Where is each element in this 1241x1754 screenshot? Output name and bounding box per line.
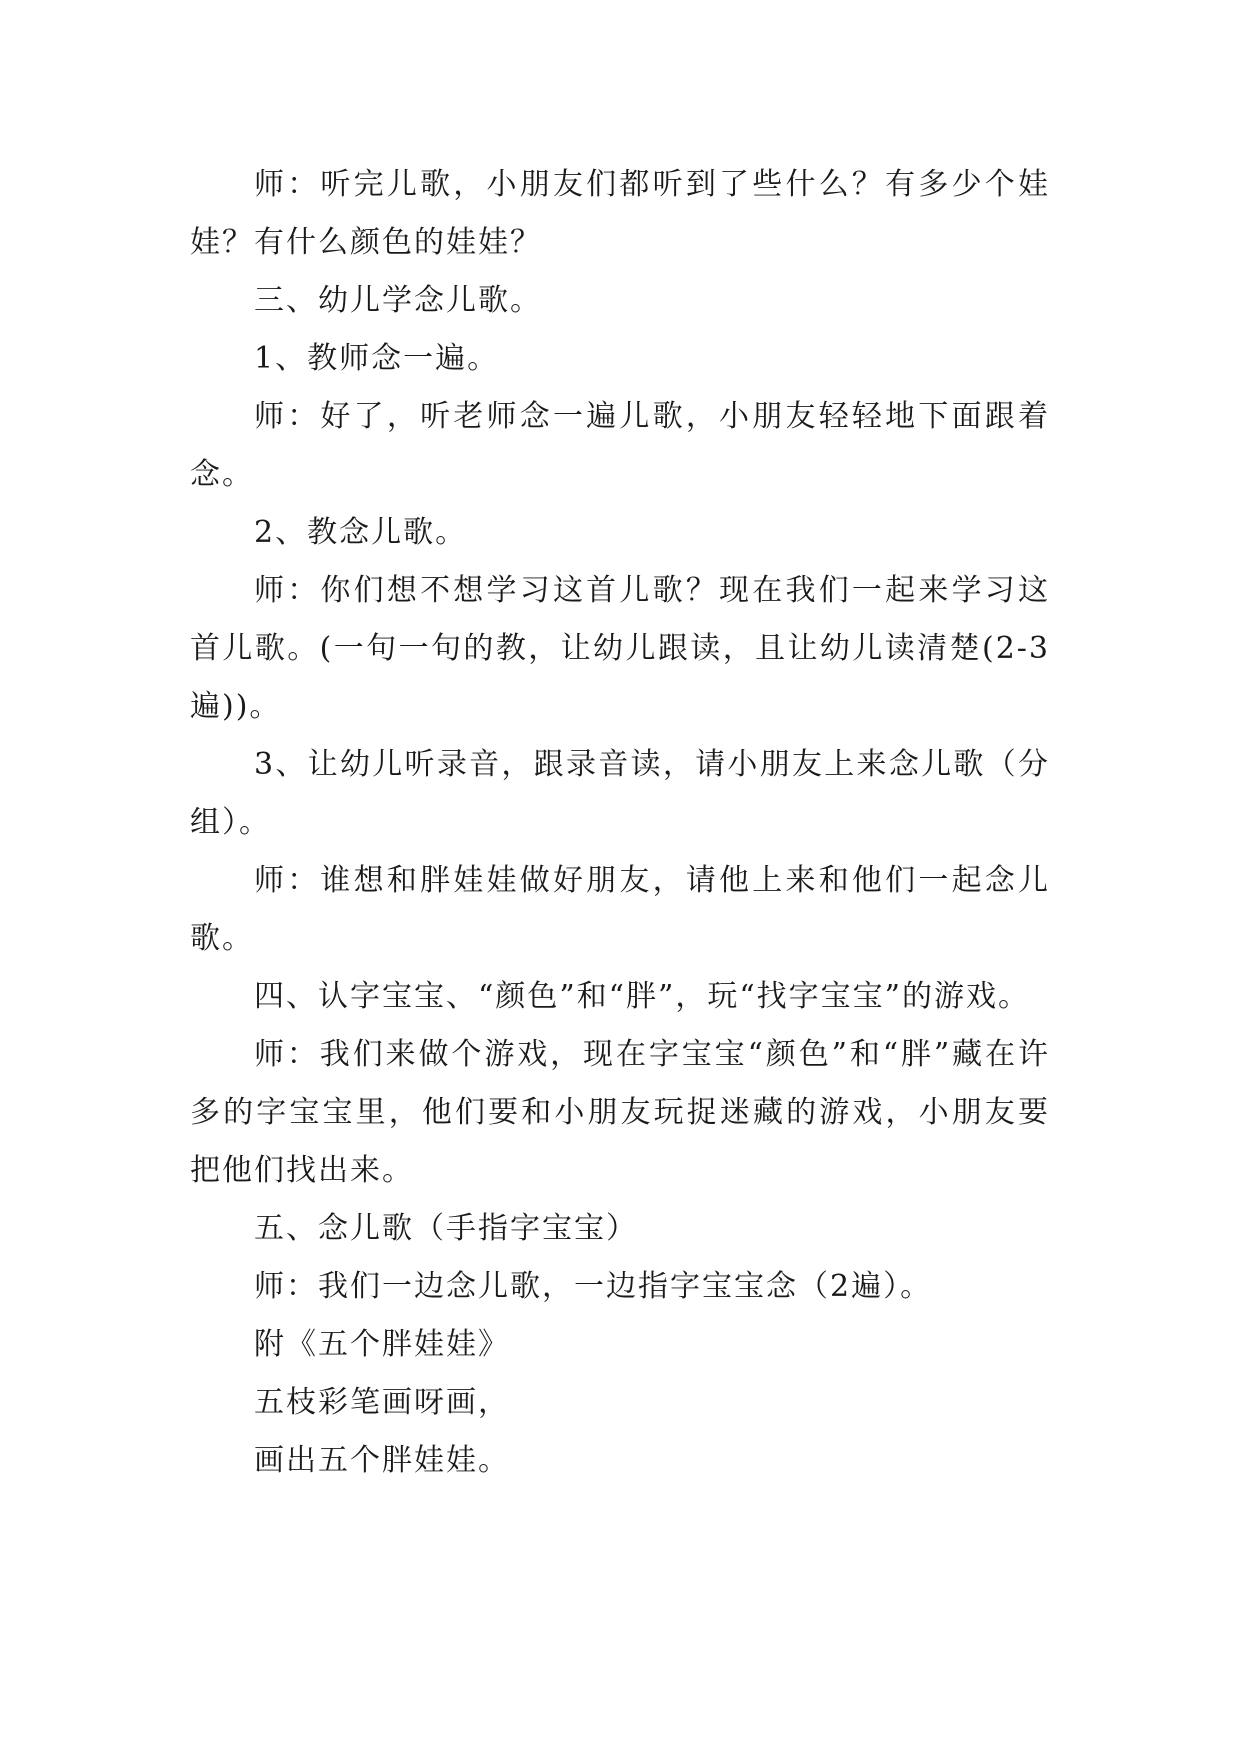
paragraph-teach-song: 师：你们想不想学习这首儿歌？现在我们一起来学习这首儿歌。(一句一句的教，让幼儿跟读，且让幼儿读清楚(2-3遍))。 [190,573,1050,724]
appendix-title: 附《五个胖娃娃》 [254,1327,510,1362]
poem-line-1: 五枝彩笔画呀画， [254,1385,510,1420]
paragraph-friends: 师：谁想和胖娃娃做好朋友，请他上来和他们一起念儿歌。 [190,863,1050,956]
section-heading-4: 四、认字宝宝、“颜色”和“胖”，玩“找字宝宝”的游戏。 [254,979,1031,1014]
paragraph-game: 师：我们来做个游戏，现在字宝宝“颜色”和“胖”藏在许多的字宝宝里，他们要和小朋友玩捉迷藏的游戏，小朋友要把他们找出来。 [190,1037,1050,1188]
section-heading-3: 三、幼儿学念儿歌。 [254,283,542,318]
section-heading-5: 五、念儿歌（手指字宝宝） [254,1211,638,1246]
paragraph-question: 师：听完儿歌，小朋友们都听到了些什么？有多少个娃娃？有什么颜色的娃娃？ [190,167,1050,260]
poem-line-2: 画出五个胖娃娃。 [254,1443,510,1478]
document-body [190,156,1050,1490]
paragraph-point-read: 师：我们一边念儿歌，一边指字宝宝念（2遍）。 [254,1269,933,1304]
paragraph-teacher-read: 师：好了，听老师念一遍儿歌，小朋友轻轻地下面跟着念。 [190,399,1050,492]
step-1: 1、教师念一遍。 [254,341,500,376]
step-2: 2、教念儿歌。 [254,515,468,550]
step-3: 3、让幼儿听录音，跟录音读，请小朋友上来念儿歌（分组）。 [190,747,1050,840]
